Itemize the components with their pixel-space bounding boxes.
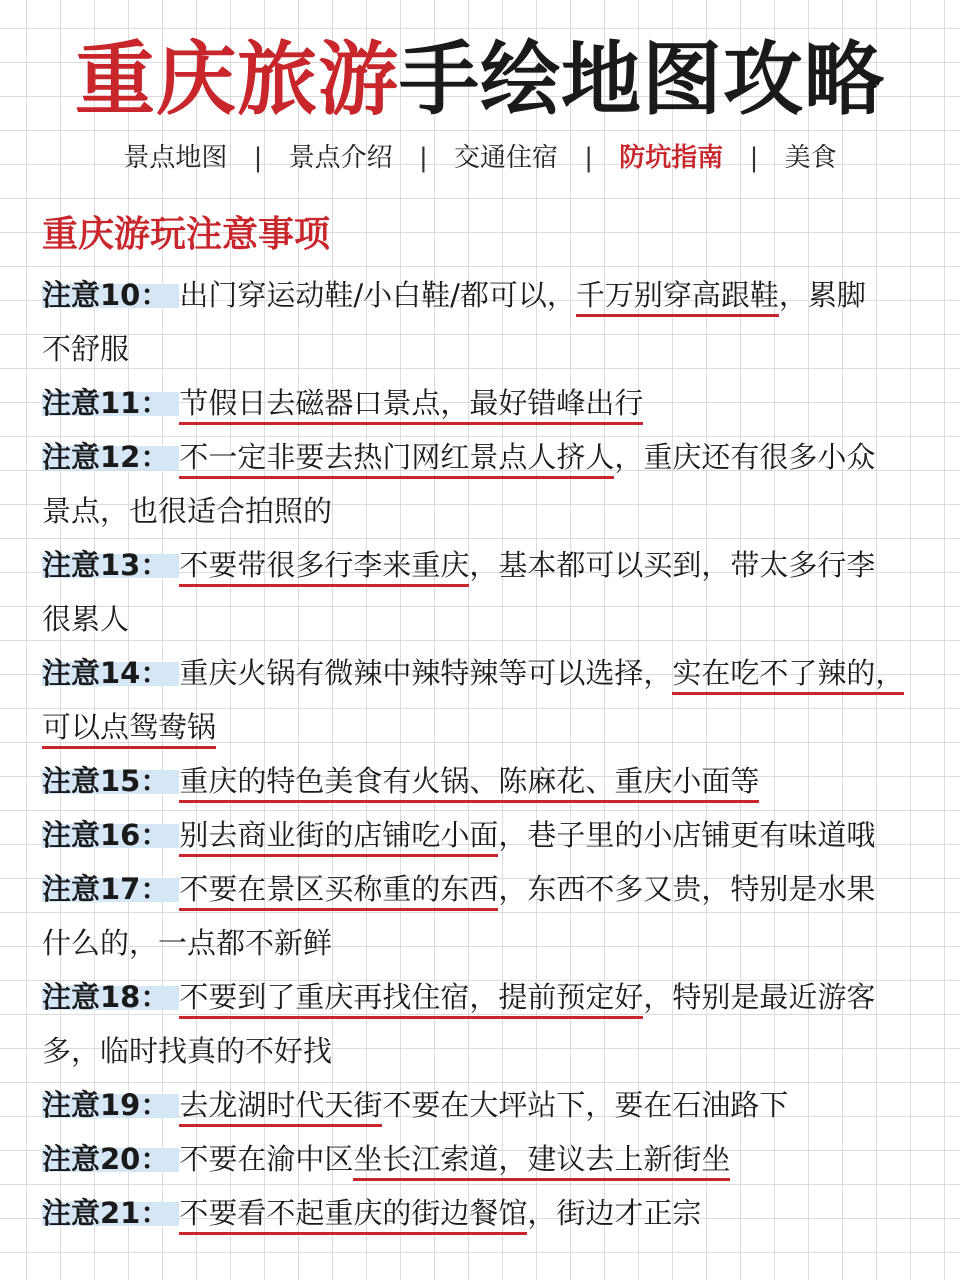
note-label: 注意18： [42, 980, 179, 1014]
underlined-text: 实在吃不了辣的， [672, 656, 904, 695]
note-item: 注意18： 不要到了重庆再找住宿，提前预定好，特别是最近游客 多，临时找真的不好找 [42, 980, 876, 1068]
underlined-text: 重庆的特色美食有火锅、陈麻花、重庆小面等 [179, 764, 759, 803]
underlined-text: 不要带很多行李来重庆 [179, 548, 469, 587]
title-red-part: 重庆旅游 [75, 33, 399, 126]
underlined-text: 不要看不起重庆的街边餐馆 [179, 1196, 527, 1235]
nav-separator: | [253, 143, 263, 173]
underlined-text: 别去商业街的店铺吃小面 [179, 818, 498, 857]
note-item: 注意21： 不要看不起重庆的街边餐馆，街边才正宗 [42, 1186, 922, 1240]
note-label: 注意16： [42, 818, 179, 852]
nav-item-pitfall-guide[interactable]: 防坑指南 [619, 143, 724, 173]
note-label: 注意20： [42, 1142, 179, 1176]
note-item [42, 754, 922, 808]
nav-separator: | [749, 143, 759, 173]
note-item: 注意13： 不要带很多行李来重庆，基本都可以买到，带太多行李 很累人 [42, 548, 876, 636]
underlined-text: 节假日去磁器口景点，最好错峰出行 [179, 386, 643, 425]
nav-item-food[interactable]: 美食 [784, 143, 837, 173]
underlined-text: 不要在景区买称重的东西 [179, 872, 498, 911]
note-label: 注意13： [42, 548, 179, 582]
title-black-part: 手绘地图攻略 [399, 33, 885, 126]
notes-list [42, 268, 922, 1240]
note-label: 注意21： [42, 1196, 179, 1230]
note-item: 注意19： 去龙湖时代天街不要在大坪站下，要在石油路下 [42, 1078, 922, 1132]
page-title [0, 30, 960, 130]
underlined-text: 坐长江索道，建议去上新街坐 [353, 1142, 730, 1181]
category-nav [0, 140, 960, 176]
nav-separator: | [584, 143, 594, 173]
note-item: 注意16： 别去商业街的店铺吃小面，巷子里的小店铺更有味道哦 [42, 808, 922, 862]
note-label: 注意11： [42, 386, 179, 420]
note-item: 注意20： 不要在渝中区坐长江索道，建议去上新街坐 [42, 1132, 922, 1186]
section-title: 重庆游玩注意事项 [42, 214, 331, 255]
note-label: 注意12： [42, 440, 179, 474]
underlined-text: 不一定非要去热门网红景点人挤人 [179, 440, 614, 479]
note-item: 注意17： 不要在景区买称重的东西，东西不多又贵，特别是水果 什么的，一点都不新鲜 [42, 872, 876, 960]
nav-item-scenic-map[interactable]: 景点地图 [123, 143, 228, 173]
underlined-text: 不要到了重庆再找住宿，提前预定好 [179, 980, 643, 1019]
underlined-text: 千万别穿高跟鞋 [576, 278, 779, 317]
note-label: 注意10： [42, 278, 179, 312]
note-label: 注意15： [42, 764, 179, 798]
underlined-text: 去龙湖时代天街 [179, 1088, 382, 1127]
underlined-text: 可以点鸳鸯锅 [42, 710, 216, 749]
note-item: 注意10： 出门穿运动鞋/小白鞋/都可以，千万别穿高跟鞋，累脚 不舒服 [42, 278, 866, 366]
note-label: 注意17： [42, 872, 179, 906]
note-label: 注意14： [42, 656, 179, 690]
note-label: 注意19： [42, 1088, 179, 1122]
nav-separator: | [418, 143, 428, 173]
note-item [42, 376, 922, 430]
note-item: 注意12： 不一定非要去热门网红景点人挤人，重庆还有很多小众 景点，也很适合拍照的 [42, 440, 876, 528]
nav-item-scenic-intro[interactable]: 景点介绍 [288, 143, 393, 173]
nav-item-transport-lodging[interactable]: 交通住宿 [453, 143, 558, 173]
note-item: 注意14： 重庆火锅有微辣中辣特辣等可以选择，实在吃不了辣的， 可以点鸳鸯锅 [42, 646, 922, 754]
